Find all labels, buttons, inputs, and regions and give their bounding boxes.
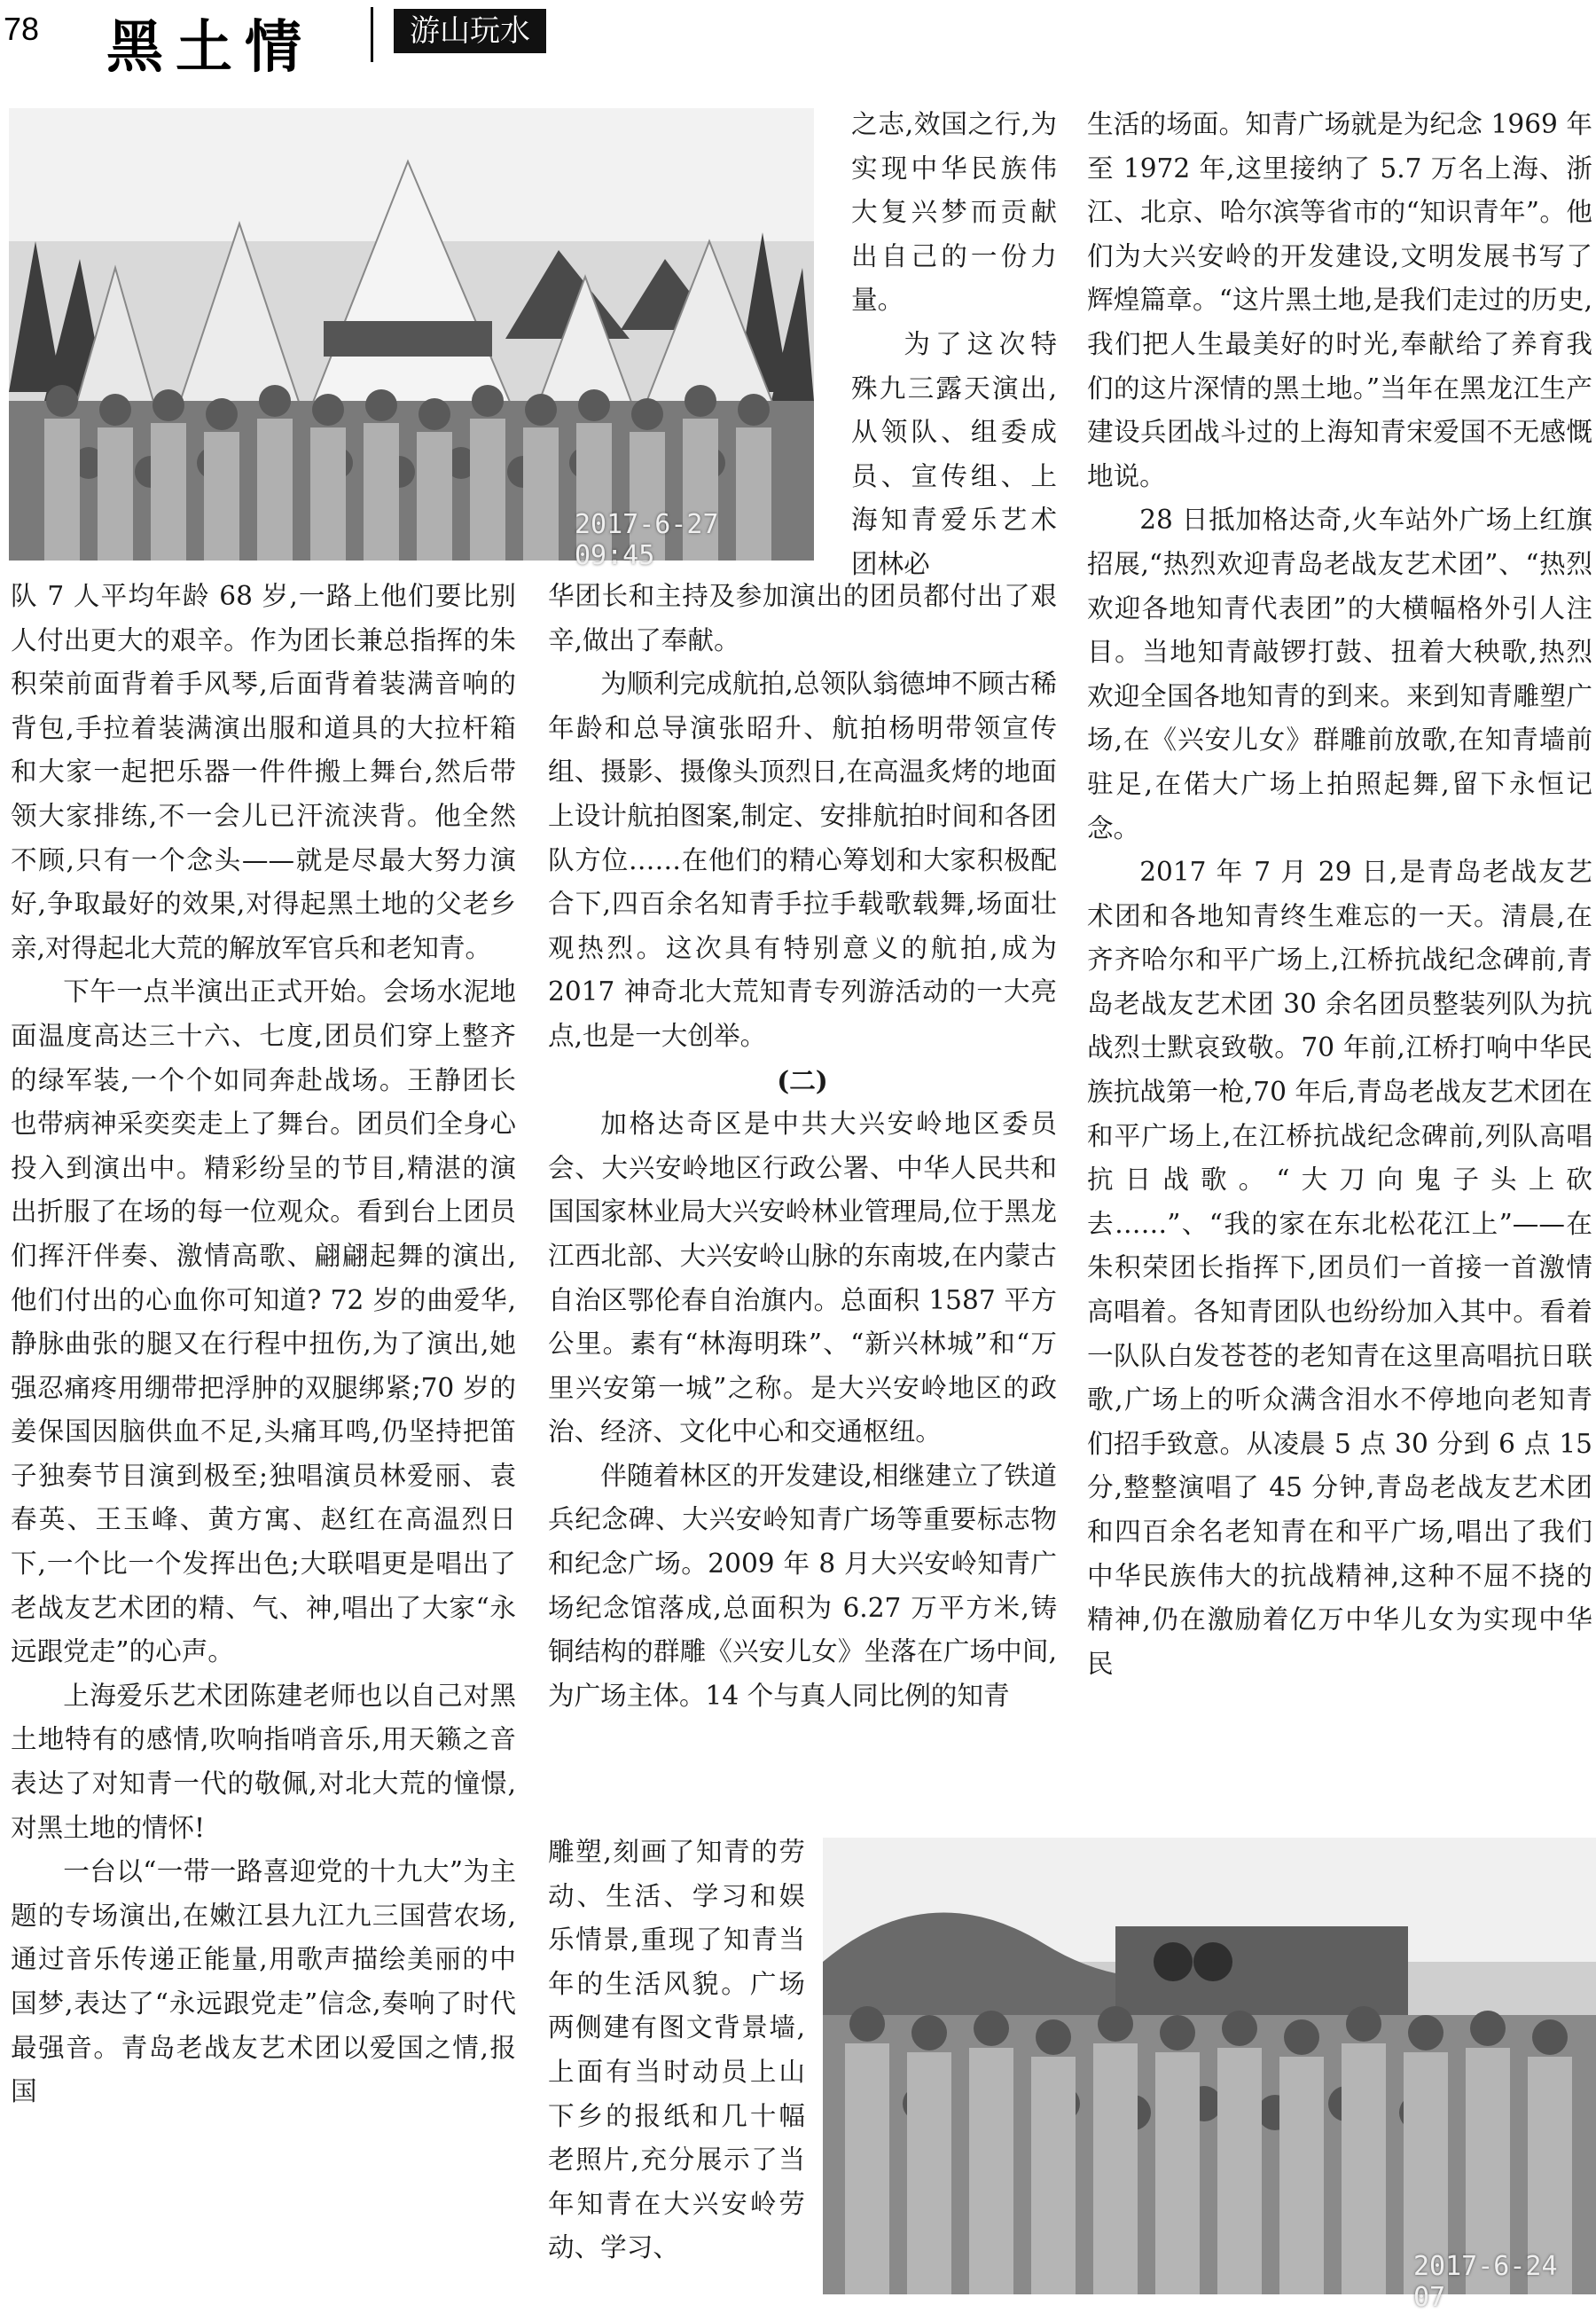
- paragraph: 生活的场面。知青广场就是为纪念 1969 年至 1972 年,这里接纳了 5.7 万名上海、浙江、北京、哈尔滨等省市的“知识青年”。他们为大兴安岭的开发建设,文明发展书写了辉煌篇章。“这片黑土地,是我们走过的历史,我们把人生最美好的时光,奉献给了养育我们的这片深情的黑土地。”当年在黑龙江生产建设兵团战斗过的上海知青宋爱国不无感慨地说。: [1087, 109, 1592, 491]
- paragraph: 雕塑,刻画了知青的劳动、生活、学习和娱乐情景,重现了知青当年的生活风貌。广场两侧建有图文背景墙,上面有当时动员上山下乡的报纸和几十幅老照片,充分展示了当年知青在大兴安岭劳动、学习、: [548, 1837, 805, 2263]
- paragraph: 为了这次特殊九三露天演出,从领队、组委成员、宣传组、上海知青爱乐艺术团林必: [851, 328, 1057, 579]
- column-2: [548, 575, 1057, 1718]
- section-label: 游山玩水: [394, 9, 546, 53]
- photo-group-sculpture-plaza: [823, 1838, 1596, 2313]
- header-divider: [371, 7, 373, 62]
- paragraph: 上海爱乐艺术团陈建老师也以自己对黑土地特有的感情,吹响指哨音乐,用天籁之音表达了对知青一代的敬佩,对北大荒的憧憬,对黑土地的情怀!: [11, 1680, 516, 1843]
- paragraph: 伴随着林区的开发建设,相继建立了铁道兵纪念碑、大兴安岭知青广场等重要标志物和纪念广场。2009 年 8 月大兴安岭知青广场纪念馆落成,总面积为 6.27 万平方米,铸铜结构的群雕《兴安儿女》坐落在广场中间,为广场主体。14 个与真人同比例的知青: [548, 1460, 1057, 1711]
- column-1: [11, 575, 516, 2114]
- photo-timestamp: 2017-6-24 07: [1413, 2251, 1558, 2313]
- paragraph: 28 日抵加格达奇,火车站外广场上红旗招展,“热烈欢迎青岛老战友艺术团”、“热烈欢迎各地知青代表团”的大横幅格外引人注目。当地知青敲锣打鼓、扭着大秧歌,热烈欢迎全国各地知青的到来。来到知青雕塑广场,在《兴安儿女》群雕前放歌,在知青墙前驻足,在偌大广场上拍照起舞,留下永恒记念。: [1087, 505, 1592, 843]
- paragraph: 华团长和主持及参加演出的团员都付出了艰辛,做出了奉献。: [548, 581, 1057, 655]
- paragraph: 队 7 人平均年龄 68 岁,一路上他们要比别人付出更大的艰辛。作为团长兼总指挥的朱积荣前面背着手风琴,后面背着装满音响的背包,手拉着装满演出服和道具的大拉杆箱和大家一起把乐器一件件搬上舞台,然后带领大家排练,不一会儿已汗流浃背。他全然不顾,只有一个念头——就是尽最大努力演好,争取最好的效果,对得起黑土地的父老乡亲,对得起北大荒的解放军官兵和老知青。: [11, 581, 516, 963]
- paragraph: 下午一点半演出正式开始。会场水泥地面温度高达三十六、七度,团员们穿上整齐的绿军装,一个个如同奔赴战场。王静团长也带病神采奕奕走上了舞台。团员们全身心投入到演出中。精彩纷呈的节目,精湛的演出折服了在场的每一位观众。看到台上团员们挥汗伴奏、激情高歌、翩翩起舞的演出,他们付出的心血你可知道? 72 岁的曲爱华,静脉曲张的腿又在行程中扭伤,为了演出,她强忍痛疼用绷带把浮肿的双腿绑紧;70 岁的姜保国因脑供血不足,头痛耳鸣,仍坚持把笛子独奏节目演到极至;独唱演员林爱丽、袁春英、王玉峰、黄方寓、赵红在高温烈日下,一个比一个发挥出色;大联唱更是唱出了老战友艺术团的精、气、神,唱出了大家“永远跟党走”的心声。: [11, 976, 516, 1667]
- photo-plaza-illustration: [823, 1838, 1596, 2294]
- photo-timestamp: 2017-6-27 09:45: [575, 509, 719, 571]
- paragraph: 之志,效国之行,为实现中华民族伟大复兴梦而贡献出自己的一份力量。: [851, 109, 1057, 316]
- paragraph: 2017 年 7 月 29 日,是青岛老战友艺术团和各地知青终生难忘的一天。清晨,在齐齐哈尔和平广场上,江桥抗战纪念碑前,青岛老战友艺术团 30 余名团员整装列队为抗战烈士默哀致敬。70 年前,江桥打响中华民族抗战第一枪,70 年后,青岛老战友艺术团在和平广场上,在江桥抗战纪念碑前,列队高唱抗日战歌。“大刀向鬼子头上砍去……”、“我的家在东北松花江上”——在朱积荣团长指挥下,团员们一首接一首激情高唱着。各知青团队也纷纷加入其中。看着一队队白发苍苍的老知青在这里高唱抗日联歌,广场上的听众满含泪水不停地向老知青们招手致意。从凌晨 5 点 30 分到 6 点 15 分,整整演唱了 45 分钟,青岛老战友艺术团和四百余名老知青在和平广场,唱出了我们中华民族伟大的抗战精神,这种不屈不挠的精神,仍在激励着亿万中华儿女为实现中华民: [1087, 857, 1592, 1679]
- column-3: [1087, 103, 1592, 1686]
- paragraph: 加格达奇区是中共大兴安岭地区委员会、大兴安岭地区行政公署、中华人民共和国国家林业局大兴安岭林业管理局,位于黑龙江西北部、大兴安岭山脉的东南坡,在内蒙古自治区鄂伦春自治旗内。总面积 1587 平方公里。素有“林海明珠”、“新兴林城”和“万里兴安第一城”之称。是大兴安岭地区的政治、经济、文化中心和交通枢纽。: [548, 1109, 1057, 1447]
- column-2-bottom: [548, 1831, 805, 2270]
- magazine-title: 黑土情: [106, 14, 314, 81]
- page-number: 78: [4, 11, 40, 47]
- paragraph: 一台以“一带一路喜迎党的十九大”为主题的专场演出,在嫩江县九江九三国营农场,通过音乐传递正能量,用歌声描绘美丽的中国梦,表达了“永远跟党走”信念,奏响了时代最强音。青岛老战友艺术团以爱国之情,报国: [11, 1856, 516, 2107]
- section-subheading: (二): [777, 1064, 828, 1096]
- page-header: [0, 0, 1596, 81]
- column-2-top: [851, 103, 1057, 587]
- photo-group-tents: [9, 108, 814, 571]
- photo-tents-illustration: [9, 108, 814, 561]
- paragraph: 为顺利完成航拍,总领队翁德坤不顾古稀年龄和总导演张昭升、航拍杨明带领宣传组、摄影、摄像头顶烈日,在高温炙烤的地面上设计航拍图案,制定、安排航拍时间和各团队方位……在他们的精心筹划和大家积极配合下,四百余名知青手拉手载歌载舞,场面壮观热烈。这次具有特别意义的航拍,成为 2017 神奇北大荒知青专列游活动的一大亮点,也是一大创举。: [548, 669, 1057, 1051]
